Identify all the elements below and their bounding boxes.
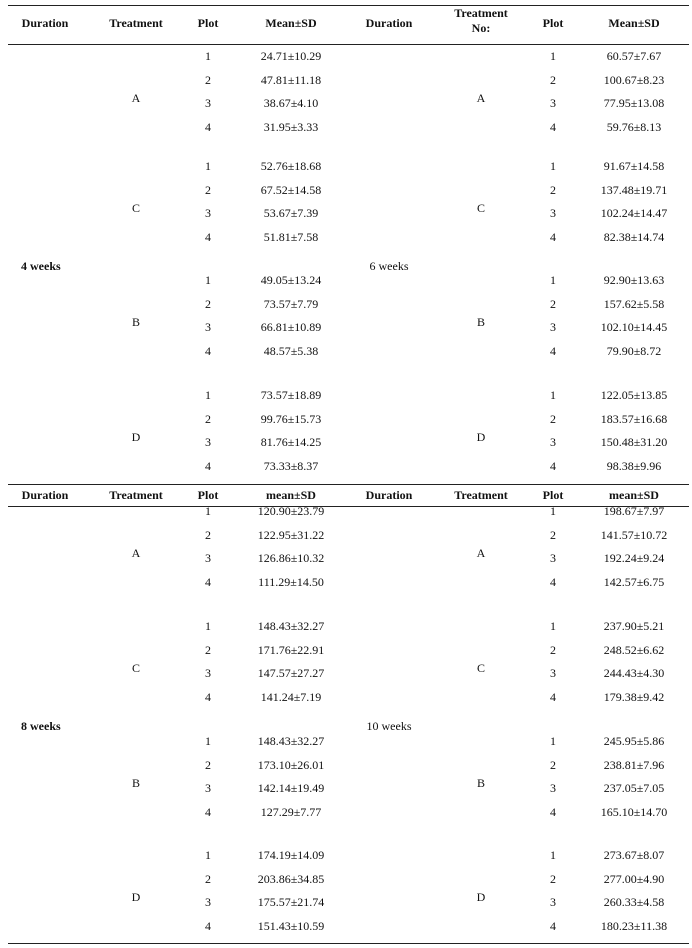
treatment-left: A: [131, 91, 141, 106]
plot-right: 3: [550, 895, 556, 910]
plot-left: 4: [205, 343, 211, 358]
mean-left: 171.76±22.91: [257, 642, 325, 657]
mean-right: 260.33±4.58: [603, 895, 665, 910]
mean-left: 175.57±21.74: [257, 895, 325, 910]
mean-left: 203.86±34.85: [257, 871, 325, 886]
plot-left: 3: [205, 666, 211, 681]
mean-left: 148.43±32.27: [257, 619, 325, 633]
plot-left: 4: [205, 574, 211, 589]
treatment-left: A: [131, 546, 141, 561]
top-rule-0: [8, 5, 689, 6]
mean-right: 244.43±4.30: [603, 666, 665, 681]
mean-left: 48.57±5.38: [263, 343, 319, 358]
header-duration-2: Duration: [365, 488, 413, 502]
header-treatment-2-line1: Treatment: [454, 6, 508, 20]
duration-right: 6 weeks: [369, 259, 409, 273]
plot-right: 2: [550, 182, 556, 197]
plot-left: 1: [205, 388, 211, 402]
mean-right: 165.10±14.70: [600, 804, 668, 819]
plot-right: 3: [550, 666, 556, 681]
treatment-left: C: [131, 661, 141, 676]
header-duration: Duration: [21, 16, 69, 30]
plot-right: 4: [550, 458, 556, 473]
plot-left: 4: [205, 918, 211, 933]
mean-left: 73.33±8.37: [263, 458, 319, 473]
plot-left: 3: [205, 96, 211, 111]
header-duration: Duration: [21, 488, 69, 502]
header-rule-0: [8, 44, 689, 45]
mean-right: 92.90±13.63: [603, 273, 665, 287]
mean-right: 91.67±14.58: [603, 159, 665, 173]
mean-left: 147.57±27.27: [257, 666, 325, 681]
plot-left: 4: [205, 804, 211, 819]
mean-right: 77.95±13.08: [603, 96, 665, 111]
treatment-left: C: [131, 201, 141, 216]
plot-right: 4: [550, 343, 556, 358]
mean-left: 52.76±18.68: [260, 159, 322, 173]
treatment-left: B: [131, 315, 141, 330]
mean-left: 66.81±10.89: [260, 320, 322, 335]
mean-right: 98.38±9.96: [606, 458, 662, 473]
duration-left: 4 weeks: [21, 259, 61, 273]
mean-left: 73.57±18.89: [260, 388, 322, 402]
header-mean: mean±SD: [266, 488, 316, 502]
mean-right: 142.57±6.75: [603, 574, 665, 589]
treatment-left: D: [131, 430, 141, 445]
mean-right: 102.24±14.47: [600, 206, 668, 221]
plot-right: 1: [550, 159, 556, 173]
mean-left: 99.76±15.73: [260, 411, 322, 426]
mean-left: 24.71±10.29: [260, 49, 322, 63]
mean-right: 237.05±7.05: [603, 781, 665, 796]
mean-left: 174.19±14.09: [257, 848, 325, 862]
bottom-rule: [8, 943, 689, 944]
plot-right: 2: [550, 296, 556, 311]
plot-left: 2: [205, 296, 211, 311]
plot-left: 3: [205, 551, 211, 566]
mean-right: 277.00±4.90: [603, 871, 665, 886]
plot-right: 3: [550, 96, 556, 111]
treatment-right: D: [476, 430, 486, 445]
plot-left: 2: [205, 642, 211, 657]
plot-left: 2: [205, 182, 211, 197]
treatment-left: D: [131, 890, 141, 905]
plot-left: 4: [205, 229, 211, 244]
mean-right: 238.81±7.96: [603, 757, 665, 772]
mean-right: 198.67±7.97: [603, 504, 665, 518]
mean-right: 137.48±19.71: [600, 182, 668, 197]
mean-left: 81.76±14.25: [260, 435, 322, 450]
plot-left: 3: [205, 206, 211, 221]
mean-left: 53.67±7.39: [263, 206, 319, 221]
treatment-right: C: [476, 201, 486, 216]
mean-left: 122.95±31.22: [257, 527, 325, 542]
header-plot-2: Plot: [542, 16, 564, 30]
plot-right: 1: [550, 619, 556, 633]
mean-right: 102.10±14.45: [600, 320, 668, 335]
treatment-left: B: [131, 776, 141, 791]
mean-left: 120.90±23.79: [257, 504, 325, 518]
plot-left: 4: [205, 689, 211, 704]
header-mean-2: mean±SD: [609, 488, 659, 502]
treatment-right: D: [476, 890, 486, 905]
mean-left: 73.57±7.79: [263, 296, 319, 311]
mean-left: 148.43±32.27: [257, 734, 325, 748]
mean-right: 141.57±10.72: [600, 527, 668, 542]
plot-left: 3: [205, 781, 211, 796]
plot-right: 1: [550, 848, 556, 862]
plot-right: 1: [550, 504, 556, 518]
plot-right: 2: [550, 527, 556, 542]
mean-right: 59.76±8.13: [606, 119, 662, 134]
plot-left: 3: [205, 320, 211, 335]
plot-left: 2: [205, 72, 211, 87]
mean-right: 192.24±9.24: [603, 551, 665, 566]
header-plot: Plot: [197, 16, 219, 30]
plot-left: 2: [205, 527, 211, 542]
plot-left: 1: [205, 848, 211, 862]
mean-left: 67.52±14.58: [260, 182, 322, 197]
plot-right: 2: [550, 871, 556, 886]
treatment-right: B: [476, 315, 486, 330]
mean-left: 111.29±14.50: [258, 574, 324, 589]
mean-left: 38.67±4.10: [263, 96, 319, 111]
mean-left: 126.86±10.32: [257, 551, 325, 566]
plot-left: 3: [205, 895, 211, 910]
header-treatment-2: [454, 6, 508, 36]
plot-left: 2: [205, 757, 211, 772]
mean-right: 245.95±5.86: [603, 734, 665, 748]
header-duration-2: Duration: [365, 16, 413, 30]
plot-right: 3: [550, 551, 556, 566]
header-plot: Plot: [197, 488, 219, 502]
plot-left: 2: [205, 411, 211, 426]
mean-right: 60.57±7.67: [606, 49, 662, 63]
plot-right: 4: [550, 574, 556, 589]
header-plot-2: Plot: [542, 488, 564, 502]
mean-right: 248.52±6.62: [603, 642, 665, 657]
mean-right: 150.48±31.20: [600, 435, 668, 450]
header-treatment-2: Treatment: [454, 488, 508, 502]
plot-right: 4: [550, 229, 556, 244]
mean-right: 237.90±5.21: [603, 619, 665, 633]
plot-right: 2: [550, 411, 556, 426]
treatment-right: A: [476, 91, 486, 106]
treatment-right: C: [476, 661, 486, 676]
mean-left: 47.81±11.18: [260, 72, 322, 87]
mean-left: 141.24±7.19: [260, 689, 322, 704]
mean-left: 142.14±19.49: [257, 781, 325, 796]
plot-right: 1: [550, 388, 556, 402]
plot-left: 2: [205, 871, 211, 886]
mean-right: 122.05±13.85: [600, 388, 668, 402]
duration-left: 8 weeks: [21, 719, 61, 733]
plot-left: 1: [205, 734, 211, 748]
mean-right: 179.38±9.42: [603, 689, 665, 704]
plot-left: 4: [205, 119, 211, 134]
mean-right: 273.67±8.07: [603, 848, 665, 862]
plot-right: 3: [550, 435, 556, 450]
plot-right: 3: [550, 781, 556, 796]
mean-left: 173.10±26.01: [257, 757, 325, 772]
treatment-right: B: [476, 776, 486, 791]
plot-left: 1: [205, 49, 211, 63]
mean-left: 151.43±10.59: [257, 918, 325, 933]
mean-right: 183.57±16.68: [600, 411, 668, 426]
plot-right: 4: [550, 804, 556, 819]
plot-right: 4: [550, 689, 556, 704]
plot-right: 4: [550, 119, 556, 134]
plot-left: 1: [205, 273, 211, 287]
mean-right: 79.90±8.72: [606, 343, 662, 358]
mean-left: 51.81±7.58: [263, 229, 319, 244]
mean-right: 157.62±5.58: [603, 296, 665, 311]
plot-left: 1: [205, 619, 211, 633]
plot-left: 4: [205, 458, 211, 473]
mean-right: 82.38±14.74: [603, 229, 665, 244]
plot-right: 2: [550, 757, 556, 772]
plot-left: 1: [205, 159, 211, 173]
header-treatment: Treatment: [109, 16, 163, 30]
plot-right: 1: [550, 49, 556, 63]
header-treatment-2-line2: No:: [471, 21, 491, 35]
mean-left: 31.95±3.33: [263, 119, 319, 134]
plot-left: 3: [205, 435, 211, 450]
header-mean: Mean±SD: [265, 16, 317, 30]
mean-right: 180.23±11.38: [600, 918, 668, 933]
top-rule-1: [8, 484, 689, 485]
header-mean-2: Mean±SD: [608, 16, 660, 30]
duration-right: 10 weeks: [366, 719, 412, 733]
plot-left: 1: [205, 504, 211, 518]
plot-right: 1: [550, 273, 556, 287]
plot-right: 3: [550, 206, 556, 221]
mean-left: 127.29±7.77: [260, 804, 322, 819]
treatment-right: A: [476, 546, 486, 561]
header-treatment: Treatment: [109, 488, 163, 502]
header-rule-1: [8, 506, 689, 507]
plot-right: 3: [550, 320, 556, 335]
mean-right: 100.67±8.23: [603, 72, 665, 87]
plot-right: 2: [550, 642, 556, 657]
plot-right: 2: [550, 72, 556, 87]
plot-right: 4: [550, 918, 556, 933]
mean-left: 49.05±13.24: [260, 273, 322, 287]
plot-right: 1: [550, 734, 556, 748]
